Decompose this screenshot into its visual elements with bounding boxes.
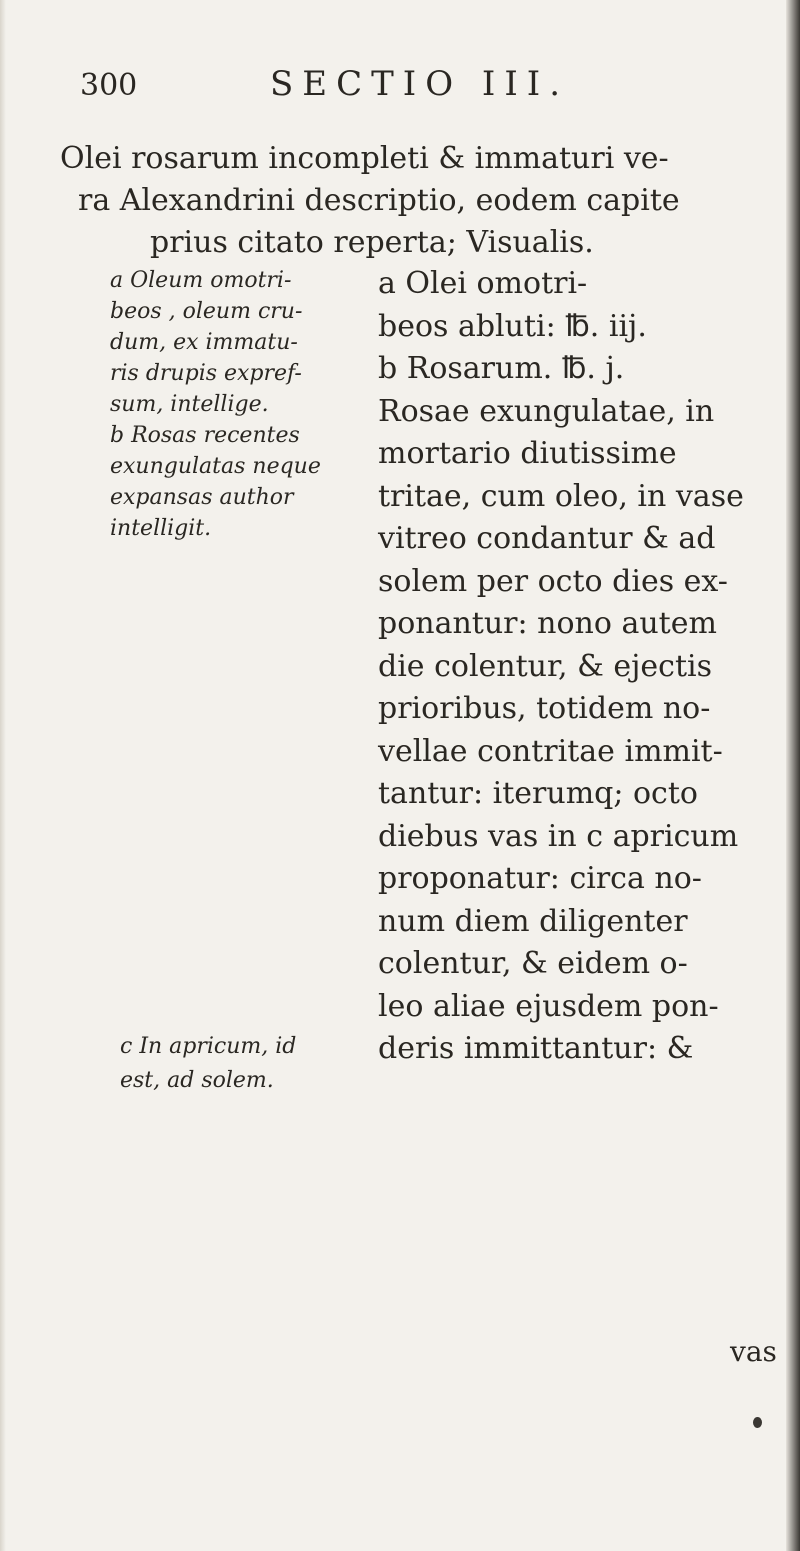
text-line: a Olei omotri- [378,266,588,301]
text-line: tritae, cum oleo, in vase [378,478,744,514]
text-line: vellae contritae immit- [378,733,723,769]
running-title: SECTIO III. [270,64,570,104]
margin-note-line: b Rosas recentes [110,423,300,448]
margin-note-line: est, ad solem. [120,1068,274,1093]
text-line: Rosae exungulatae, in [378,393,715,429]
text-line: deris immittantur: & [378,1031,694,1066]
margin-note-line: dum, ex immatu- [110,330,298,355]
page-edge-shadow [786,0,800,1551]
ink-mark [753,1417,762,1428]
text-line: diebus vas in c apricum [378,818,739,854]
page-header [60,62,760,112]
margin-note-line: a Oleum omotri- [110,268,292,293]
section-heading [60,138,760,264]
text-line: solem per octo dies ex- [378,563,728,599]
text-line: b Rosarum. ℔. j. [378,351,625,386]
margin-note-line: sum, intellige. [110,392,269,417]
text-line: leo aliae ejusdem pon- [378,988,719,1024]
text-line: beos abluti: ℔. iij. [378,308,647,344]
text-line: colentur, & eidem o- [378,946,688,981]
text-line: tantur: iterumq; octo [378,776,698,811]
text-line: vitreo condantur & ad [378,521,716,556]
heading-line: ra Alexandrini descriptio, eodem capite [78,183,680,218]
text-line: die colentur, & ejectis [378,648,713,684]
main-text-column [378,263,778,1071]
page-number: 300 [80,68,138,103]
heading-line: Olei rosarum incompleti & immaturi ve- [60,141,669,176]
text-line: prioribus, totidem no- [378,691,711,726]
margin-notes [110,265,370,544]
page-gutter-shadow [0,0,6,1551]
margin-note-c [120,1030,360,1098]
margin-note-line: beos , oleum cru- [110,299,303,324]
margin-note-line: ris drupis expref- [110,361,302,386]
margin-note-line: expansas author [110,485,294,510]
margin-note-line: exungulatas neque [110,454,321,479]
text-line: proponatur: circa no- [378,861,702,896]
margin-note-line: intelligit. [110,516,212,541]
margin-note-line: c In apricum, id [120,1034,297,1059]
heading-line: prius citato reperta; Visualis. [150,225,594,260]
text-line: mortario diutissime [378,436,677,471]
text-line: ponantur: nono autem [378,606,717,641]
catchword: vas [730,1335,777,1368]
text-line: num diem diligenter [378,903,688,939]
